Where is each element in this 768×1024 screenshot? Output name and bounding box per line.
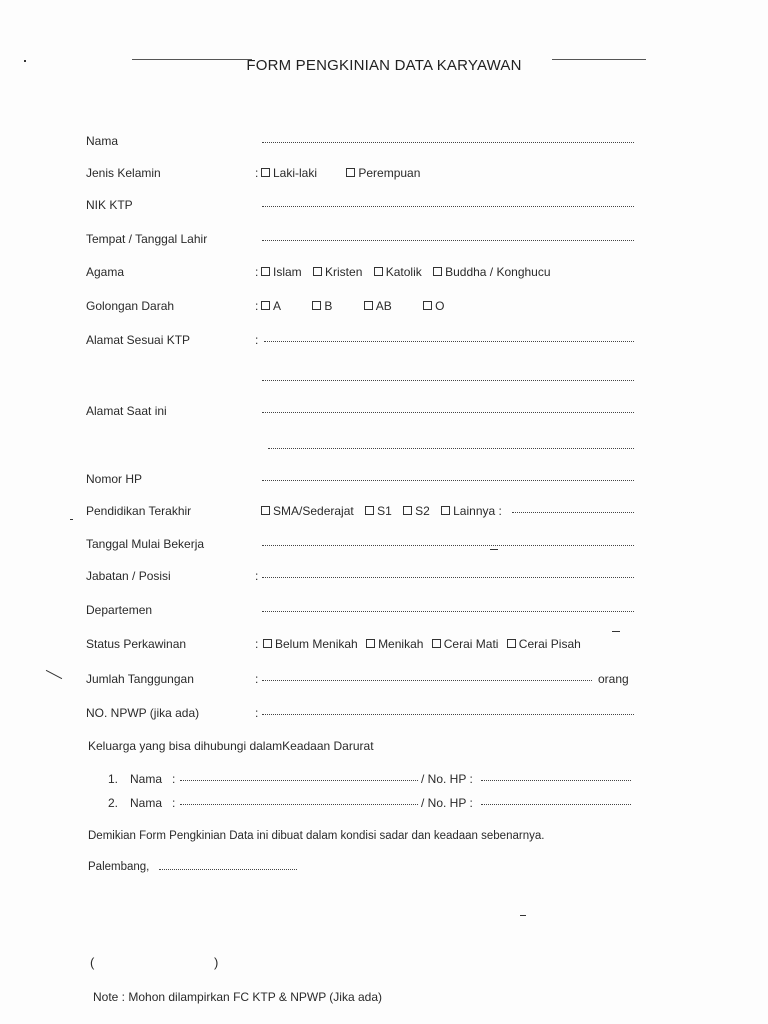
scan-speck	[612, 631, 620, 632]
checkbox[interactable]	[366, 639, 375, 648]
option-label: A	[273, 299, 282, 313]
agama-options	[261, 265, 559, 279]
option-label: Islam	[273, 265, 302, 279]
checkbox[interactable]	[261, 506, 270, 515]
option-a[interactable]	[261, 299, 281, 313]
option-label: Laki-laki	[273, 166, 318, 180]
attachment-note: Note : Mohon dilampirkan FC KTP & NPWP (Jika ada)	[93, 990, 382, 1004]
option-label: S2	[415, 504, 430, 518]
field-label-ttl: Tempat / Tanggal Lahir	[86, 232, 208, 246]
checkbox[interactable]	[346, 168, 355, 177]
field-label-pendidikan: Pendidikan Terakhir	[86, 504, 192, 518]
field-row-status-perkawinan	[0, 637, 768, 657]
colon: :	[255, 706, 259, 720]
field-row-nik	[0, 198, 768, 218]
colon: :	[255, 637, 259, 651]
scan-speck	[24, 60, 26, 62]
option-s2[interactable]	[403, 504, 430, 518]
field-row-jabatan	[0, 569, 768, 589]
nama-input-line[interactable]	[262, 130, 634, 143]
departemen-input-line[interactable]	[262, 599, 634, 612]
option-laki-laki[interactable]	[261, 166, 317, 180]
scan-speck	[490, 549, 498, 550]
field-row-golongan-darah	[0, 299, 768, 319]
jenis-kelamin-options	[261, 166, 428, 180]
lainnya-input-line[interactable]	[512, 500, 634, 513]
checkbox[interactable]	[507, 639, 516, 648]
colon: :	[255, 569, 259, 583]
option-cerai-pisah[interactable]	[507, 637, 581, 651]
field-row-alamat-ktp-continued	[0, 372, 768, 392]
field-row-nama	[0, 134, 768, 154]
emergency-contact-1	[108, 772, 648, 788]
contact-number: 1.	[108, 772, 119, 786]
scan-speck	[520, 915, 526, 916]
option-label: Perempuan	[358, 166, 421, 180]
contact-number: 2.	[108, 796, 119, 810]
field-row-npwp	[0, 706, 768, 726]
field-row-alamat-kini-continued	[0, 440, 768, 460]
option-label: Katolik	[385, 265, 422, 279]
checkbox[interactable]	[261, 168, 270, 177]
checkbox[interactable]	[261, 301, 270, 310]
colon: :	[255, 672, 259, 686]
checkbox[interactable]	[432, 639, 441, 648]
option-label: Lainnya :	[453, 504, 502, 518]
tanggungan-input-line[interactable]	[262, 668, 592, 681]
checkbox[interactable]	[364, 301, 373, 310]
checkbox[interactable]	[403, 506, 412, 515]
field-row-alamat-kini	[0, 404, 768, 424]
checkbox[interactable]	[261, 267, 270, 276]
field-row-tanggungan	[0, 672, 768, 692]
npwp-input-line[interactable]	[262, 702, 634, 715]
option-ab[interactable]	[364, 299, 392, 313]
field-label-status-perkawinan: Status Perkawinan	[86, 637, 187, 651]
status-perkawinan-options	[263, 637, 589, 651]
option-label: Cerai Mati	[443, 637, 499, 651]
emergency-contact-2	[108, 796, 648, 812]
option-perempuan[interactable]	[346, 166, 420, 180]
field-label-alamat-kini: Alamat Saat ini	[86, 404, 167, 418]
checkbox[interactable]	[313, 267, 322, 276]
contact-name-input-line[interactable]	[180, 792, 418, 805]
field-row-jenis-kelamin	[0, 166, 768, 186]
signature-bracket-close: )	[214, 955, 219, 970]
field-label-alamat-ktp: Alamat Sesuai KTP	[86, 333, 191, 347]
scan-speck	[70, 519, 73, 520]
place-label: Palembang,	[88, 861, 150, 873]
field-label-departemen: Departemen	[86, 603, 153, 617]
option-label: Buddha / Konghucu	[445, 265, 551, 279]
option-o[interactable]	[423, 299, 444, 313]
signature-bracket-open: (	[90, 955, 95, 970]
field-row-alamat-ktp	[0, 333, 768, 353]
field-label-jabatan: Jabatan / Posisi	[86, 569, 171, 583]
field-row-ttl	[0, 232, 768, 252]
option-label: O	[435, 299, 445, 313]
alamat-ktp-input-line-2[interactable]	[262, 368, 634, 381]
option-label: B	[324, 299, 333, 313]
checkbox[interactable]	[433, 267, 442, 276]
field-label-nomor-hp: Nomor HP	[86, 472, 143, 486]
checkbox[interactable]	[374, 267, 383, 276]
contact-hp-input-line[interactable]	[481, 792, 631, 805]
option-label: Cerai Pisah	[518, 637, 581, 651]
field-label-npwp: NO. NPWP (jika ada)	[86, 706, 200, 720]
option-menikah[interactable]	[366, 637, 423, 651]
field-label-nik: NIK KTP	[86, 198, 133, 212]
colon: :	[255, 299, 259, 313]
alamat-ktp-input-line-1[interactable]	[264, 329, 634, 342]
option-label: S1	[377, 504, 392, 518]
option-lainnya[interactable]	[441, 504, 502, 518]
field-row-nomor-hp	[0, 472, 768, 492]
option-belum-menikah[interactable]	[263, 637, 358, 651]
option-islam[interactable]	[261, 265, 302, 279]
option-sma[interactable]	[261, 504, 354, 518]
alamat-kini-input-line-2[interactable]	[268, 436, 634, 449]
colon: :	[255, 333, 259, 347]
field-row-tanggal-mulai	[0, 537, 768, 557]
contact-hp-label: / No. HP :	[421, 772, 473, 786]
ttl-input-line[interactable]	[262, 228, 634, 241]
colon: :	[172, 796, 176, 810]
field-label-tanggal-mulai: Tanggal Mulai Bekerja	[86, 537, 205, 551]
alamat-kini-input-line-1[interactable]	[262, 400, 634, 413]
nik-input-line[interactable]	[262, 194, 634, 207]
colon: :	[255, 166, 259, 180]
field-label-golongan-darah: Golongan Darah	[86, 299, 175, 313]
contact-name-label: Nama	[130, 796, 163, 810]
checkbox[interactable]	[441, 506, 450, 515]
option-s1[interactable]	[365, 504, 392, 518]
checkbox[interactable]	[423, 301, 432, 310]
option-b[interactable]	[312, 299, 332, 313]
field-label-agama: Agama	[86, 265, 125, 279]
option-label: Menikah	[378, 637, 424, 651]
option-cerai-mati[interactable]	[432, 637, 499, 651]
checkbox[interactable]	[365, 506, 374, 515]
colon: :	[172, 772, 176, 786]
tanggal-mulai-input-line[interactable]	[262, 533, 634, 546]
field-label-jenis-kelamin: Jenis Kelamin	[86, 166, 161, 180]
field-row-departemen	[0, 603, 768, 623]
field-label-nama: Nama	[86, 134, 119, 148]
emergency-heading: Keluarga yang bisa dihubungi dalamKeadaan Darurat	[88, 739, 374, 753]
golongan-darah-options	[261, 299, 452, 313]
nomor-hp-input-line[interactable]	[262, 468, 634, 481]
option-buddha-konghucu[interactable]	[433, 265, 550, 279]
colon: :	[255, 265, 259, 279]
jabatan-input-line[interactable]	[262, 565, 634, 578]
field-label-tanggungan: Jumlah Tanggungan	[86, 672, 194, 686]
option-label: AB	[375, 299, 392, 313]
option-label: SMA/Sederajat	[273, 504, 354, 518]
checkbox[interactable]	[263, 639, 272, 648]
contact-hp-input-line[interactable]	[481, 768, 631, 781]
contact-name-input-line[interactable]	[180, 768, 418, 781]
pendidikan-options	[261, 504, 510, 518]
option-label: Kristen	[325, 265, 363, 279]
field-row-agama	[0, 265, 768, 285]
contact-name-label: Nama	[130, 772, 163, 786]
contact-hp-label: / No. HP :	[421, 796, 473, 810]
tanggungan-suffix: orang	[598, 672, 629, 686]
option-kristen[interactable]	[313, 265, 362, 279]
checkbox[interactable]	[312, 301, 321, 310]
option-katolik[interactable]	[374, 265, 422, 279]
date-input-line[interactable]	[159, 859, 297, 870]
form-title: FORM PENGKINIAN DATA KARYAWAN	[246, 57, 522, 74]
closing-statement: Demikian Form Pengkinian Data ini dibuat dalam kondisi sadar dan keadaan sebenarnya.	[88, 830, 545, 842]
option-label: Belum Menikah	[275, 637, 358, 651]
field-row-pendidikan	[0, 504, 768, 524]
